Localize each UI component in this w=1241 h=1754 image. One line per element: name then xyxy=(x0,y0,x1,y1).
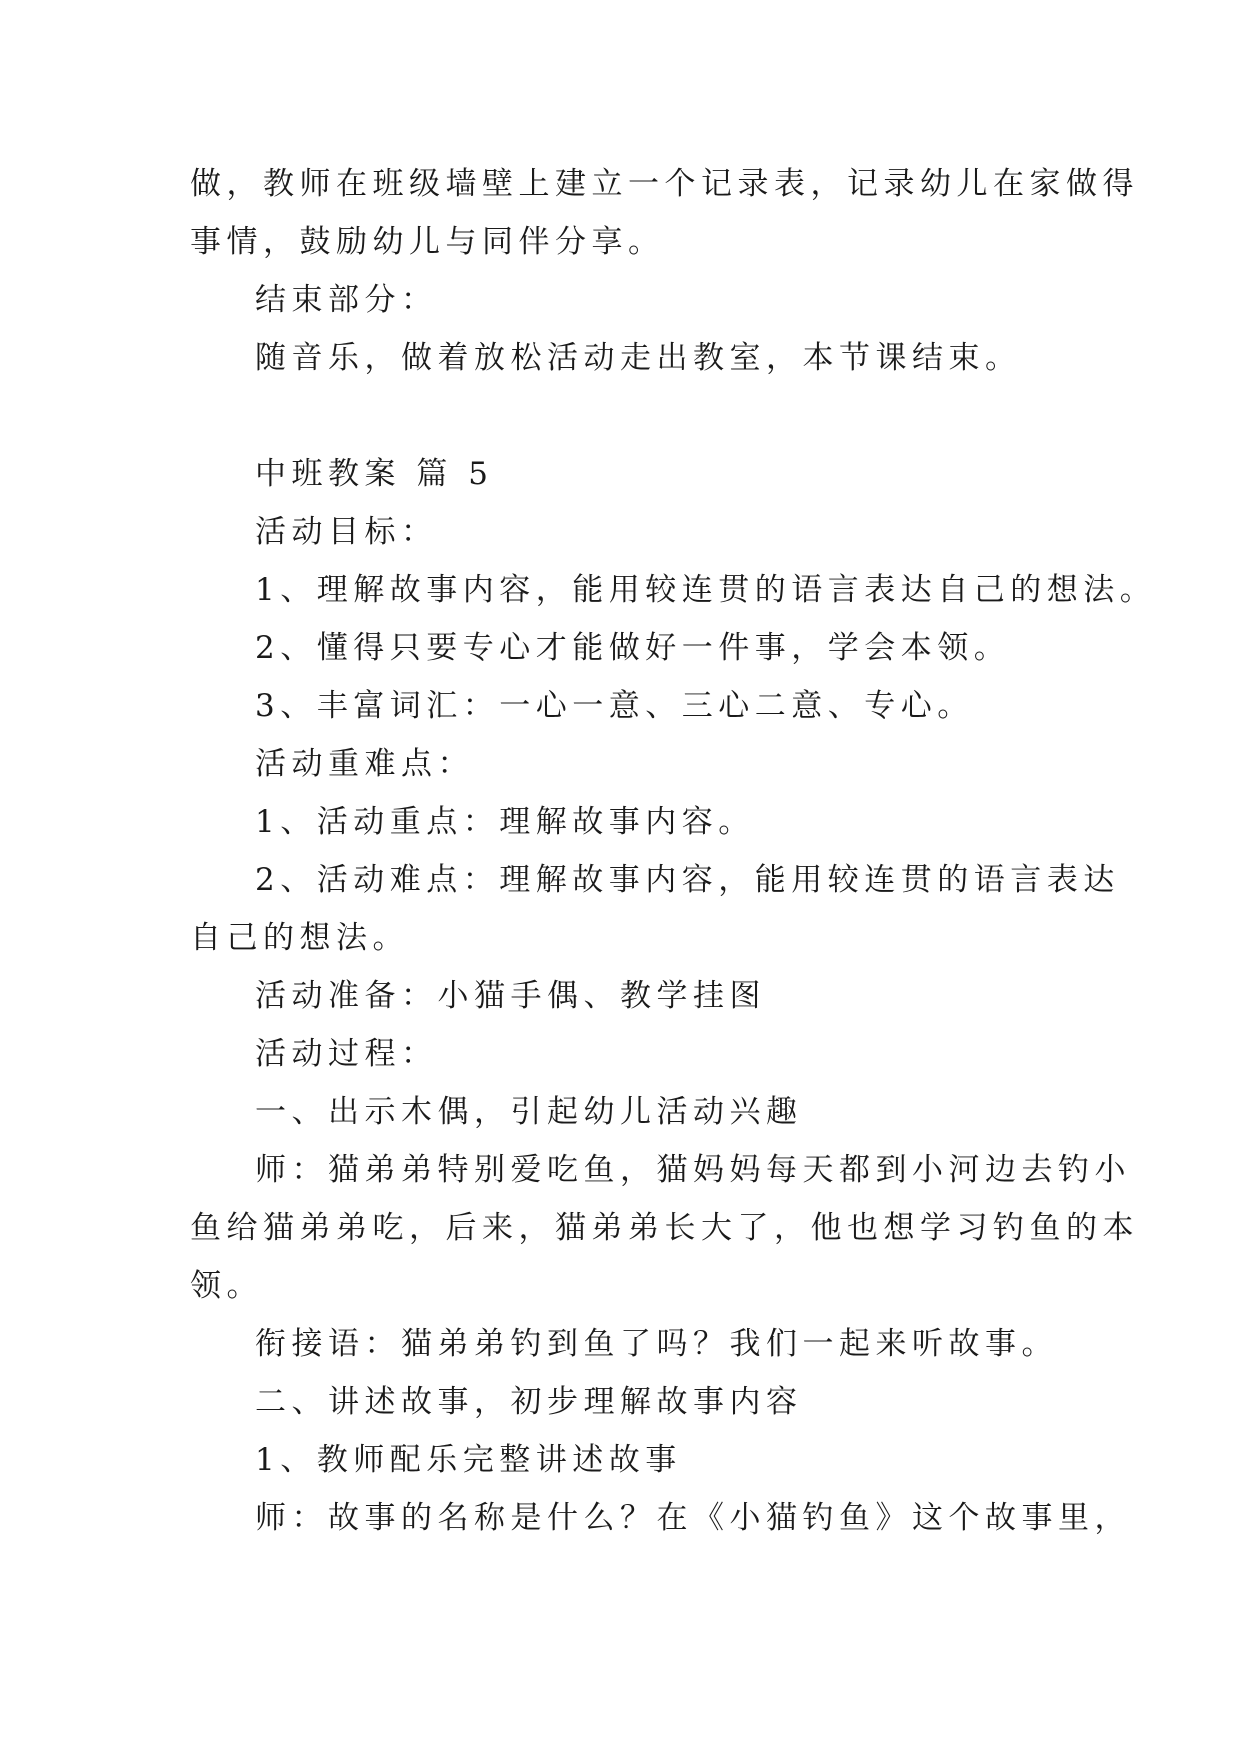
text-line: 活动过程： xyxy=(255,1036,438,1072)
text-line: 2、活动难点：理解故事内容，能用较连贯的语言表达 xyxy=(255,862,1120,898)
text-line: 事情，鼓励幼儿与同伴分享。 xyxy=(190,224,665,260)
text-line: 结束部分： xyxy=(255,282,438,318)
text-line: 二、讲述故事，初步理解故事内容 xyxy=(255,1384,803,1420)
text-line: 鱼给猫弟弟吃，后来，猫弟弟长大了，他也想学习钓鱼的本 xyxy=(190,1210,1139,1246)
text-line: 活动准备：小猫手偶、教学挂图 xyxy=(255,978,766,1014)
text-line: 活动重难点： xyxy=(255,746,474,782)
section-heading: 中班教案 篇 5 xyxy=(255,456,494,492)
text-line: 3、丰富词汇：一心一意、三心二意、专心。 xyxy=(255,688,974,724)
text-line: 活动目标： xyxy=(255,514,438,550)
text-line: 做，教师在班级墙壁上建立一个记录表，记录幼儿在家做得 xyxy=(190,166,1139,202)
text-line: 师：猫弟弟特别爱吃鱼，猫妈妈每天都到小河边去钓小 xyxy=(255,1152,1131,1188)
text-line: 随音乐，做着放松活动走出教室，本节课结束。 xyxy=(255,340,1022,376)
text-line: 2、懂得只要专心才能做好一件事，学会本领。 xyxy=(255,630,1011,666)
text-line: 1、理解故事内容，能用较连贯的语言表达自己的想法。 xyxy=(255,572,1157,608)
text-line: 师：故事的名称是什么？在《小猫钓鱼》这个故事里， xyxy=(255,1500,1131,1536)
text-line: 自己的想法。 xyxy=(190,920,409,956)
text-line: 衔接语：猫弟弟钓到鱼了吗？我们一起来听故事。 xyxy=(255,1326,1058,1362)
text-line: 1、教师配乐完整讲述故事 xyxy=(255,1442,682,1478)
text-line: 领。 xyxy=(190,1268,263,1304)
text-line: 一、出示木偶，引起幼儿活动兴趣 xyxy=(255,1094,803,1130)
text-line: 1、活动重点：理解故事内容。 xyxy=(255,804,755,840)
